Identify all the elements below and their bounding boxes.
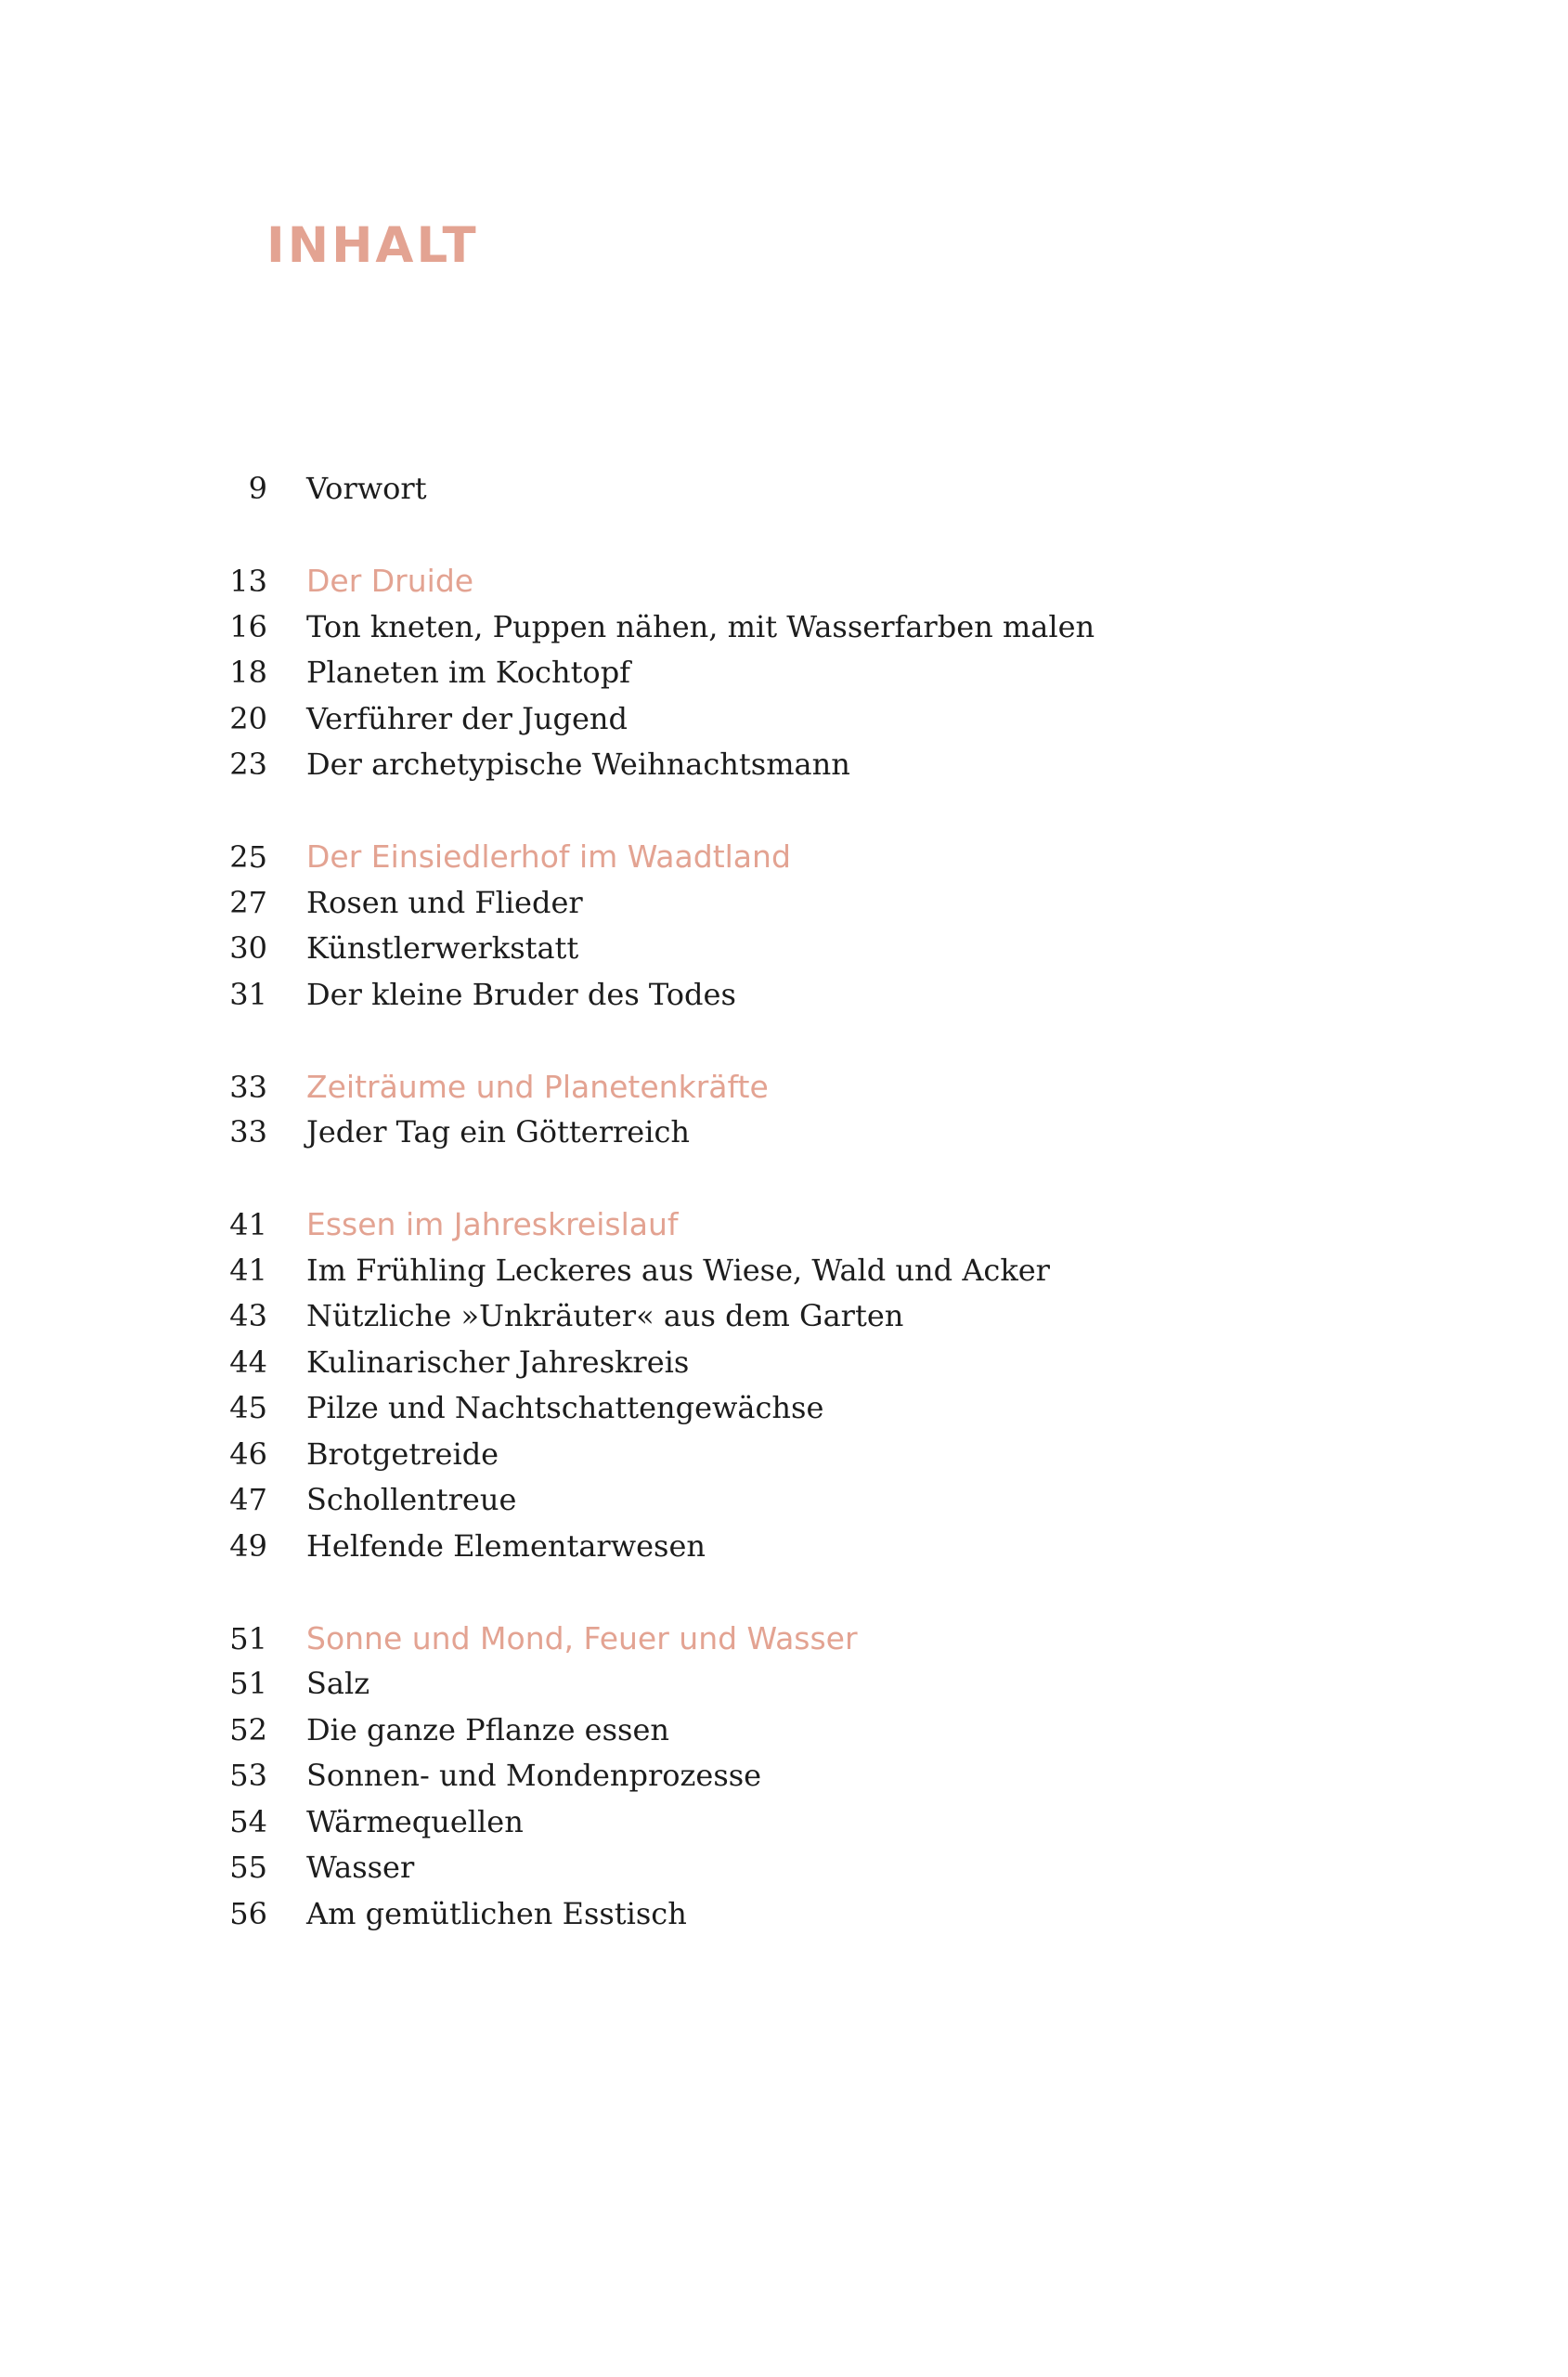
toc-page-number: 20 xyxy=(229,700,267,736)
toc-page-number: 27 xyxy=(229,884,267,920)
toc-entry xyxy=(214,1248,1420,1294)
toc-entry xyxy=(214,466,1420,513)
toc-page-number: 9 xyxy=(248,471,267,506)
toc-entry xyxy=(214,1661,1420,1708)
toc-section xyxy=(214,1064,1420,1156)
toc-chapter-title: Sonne und Mond, Feuer und Wasser xyxy=(306,1619,858,1656)
toc-entry xyxy=(214,1708,1420,1754)
toc-page-number: 33 xyxy=(229,1069,267,1105)
toc-page-number: 45 xyxy=(229,1390,267,1425)
toc-entry xyxy=(214,1753,1420,1799)
toc-entry xyxy=(214,1293,1420,1340)
toc-chapter-heading xyxy=(214,1201,1420,1248)
toc-page-number: 41 xyxy=(229,1252,267,1288)
toc-entry xyxy=(214,1524,1420,1570)
toc-section xyxy=(214,834,1420,1018)
toc-chapter-title: Essen im Jahreskreislauf xyxy=(306,1206,679,1242)
toc-entry xyxy=(214,1432,1420,1478)
toc-page-number: 23 xyxy=(229,747,267,782)
toc-page-number: 44 xyxy=(229,1344,267,1380)
toc-entry-title: Sonnen- und Mondenprozesse xyxy=(306,1758,762,1793)
toc-entry-title: Kulinarischer Jahreskreis xyxy=(306,1344,690,1380)
toc-entry-title: Am gemütlichen Esstisch xyxy=(306,1895,687,1931)
toc-entry-title: Im Frühling Leckeres aus Wiese, Wald und Acker xyxy=(306,1252,1050,1288)
toc-entry-title: Schollentreue xyxy=(306,1482,517,1517)
toc-chapter-title: Zeiträume und Planetenkräfte xyxy=(306,1068,769,1105)
toc-entry xyxy=(214,926,1420,972)
toc-chapter-title: Der Druide xyxy=(306,563,474,599)
toc-entry-title: Planeten im Kochtopf xyxy=(306,655,631,690)
toc-entry xyxy=(214,650,1420,696)
toc-page-number: 41 xyxy=(229,1207,267,1242)
toc-page-number: 25 xyxy=(229,839,267,875)
toc-page-number: 13 xyxy=(229,564,267,599)
toc-entry xyxy=(214,742,1420,788)
toc-chapter-heading xyxy=(214,558,1420,604)
toc-entry-title: Nützliche »Unkräuter« aus dem Garten xyxy=(306,1298,904,1333)
toc-entry-title: Jeder Tag ein Götterreich xyxy=(306,1114,690,1150)
toc-page-number: 55 xyxy=(229,1850,267,1885)
toc-entry-title: Der archetypische Weihnachtsmann xyxy=(306,747,850,782)
toc-page-number: 33 xyxy=(229,1114,267,1150)
toc-entry-title: Die ganze Pflanze essen xyxy=(306,1711,669,1747)
toc-entry xyxy=(214,1891,1420,1938)
toc-entry-title: Helfende Elementarwesen xyxy=(306,1527,706,1564)
toc-section xyxy=(214,1201,1420,1569)
toc-page-number: 54 xyxy=(229,1803,267,1839)
toc-page-number: 16 xyxy=(229,608,267,644)
toc-entry xyxy=(214,1845,1420,1891)
toc-entry-title: Salz xyxy=(306,1666,370,1701)
toc-entry xyxy=(214,972,1420,1019)
toc-entry-title: Ton kneten, Puppen nähen, mit Wasserfarben malen xyxy=(306,608,1095,644)
toc-entry xyxy=(214,1110,1420,1156)
toc-entry-title: Pilze und Nachtschattengewächse xyxy=(306,1390,824,1425)
toc-page-number: 49 xyxy=(229,1527,267,1564)
toc-entry-title: Wärmequellen xyxy=(306,1803,524,1839)
toc-page-number: 47 xyxy=(229,1482,267,1517)
toc-chapter-heading xyxy=(214,1064,1420,1111)
toc-page-number: 51 xyxy=(229,1666,267,1701)
toc-chapter-heading xyxy=(214,1616,1420,1662)
toc-entry-title: Künstlerwerkstatt xyxy=(306,930,579,966)
toc-page-number: 46 xyxy=(229,1435,267,1472)
toc-entry-title: Brotgetreide xyxy=(306,1435,499,1472)
toc-entry-title: Rosen und Flieder xyxy=(306,884,583,920)
toc-chapter-heading xyxy=(214,834,1420,880)
toc-section xyxy=(214,466,1420,513)
toc-section xyxy=(214,1616,1420,1938)
toc-chapter-title: Der Einsiedlerhof im Waadtland xyxy=(306,838,791,875)
toc-page-number: 56 xyxy=(229,1895,267,1931)
toc-entry-title: Verführer der Jugend xyxy=(306,700,628,736)
toc-page-number: 53 xyxy=(229,1758,267,1793)
toc-entry xyxy=(214,696,1420,743)
toc-entry-title: Wasser xyxy=(306,1850,415,1885)
toc-entry xyxy=(214,1477,1420,1524)
toc-entry xyxy=(214,880,1420,927)
toc-page-number: 30 xyxy=(229,930,267,966)
toc-entry-title: Der kleine Bruder des Todes xyxy=(306,976,736,1012)
page-title: INHALT xyxy=(266,217,479,274)
toc-page-number: 52 xyxy=(229,1711,267,1747)
toc-page-number: 43 xyxy=(229,1298,267,1333)
toc-entry xyxy=(214,604,1420,651)
toc-page-number: 18 xyxy=(229,655,267,690)
table-of-contents xyxy=(214,466,1420,1983)
toc-entry-title: Vorwort xyxy=(306,471,427,506)
toc-entry xyxy=(214,1340,1420,1386)
toc-section xyxy=(214,558,1420,788)
toc-entry xyxy=(214,1385,1420,1432)
toc-page-number: 51 xyxy=(229,1620,267,1656)
toc-entry xyxy=(214,1799,1420,1846)
toc-page-number: 31 xyxy=(229,976,267,1012)
